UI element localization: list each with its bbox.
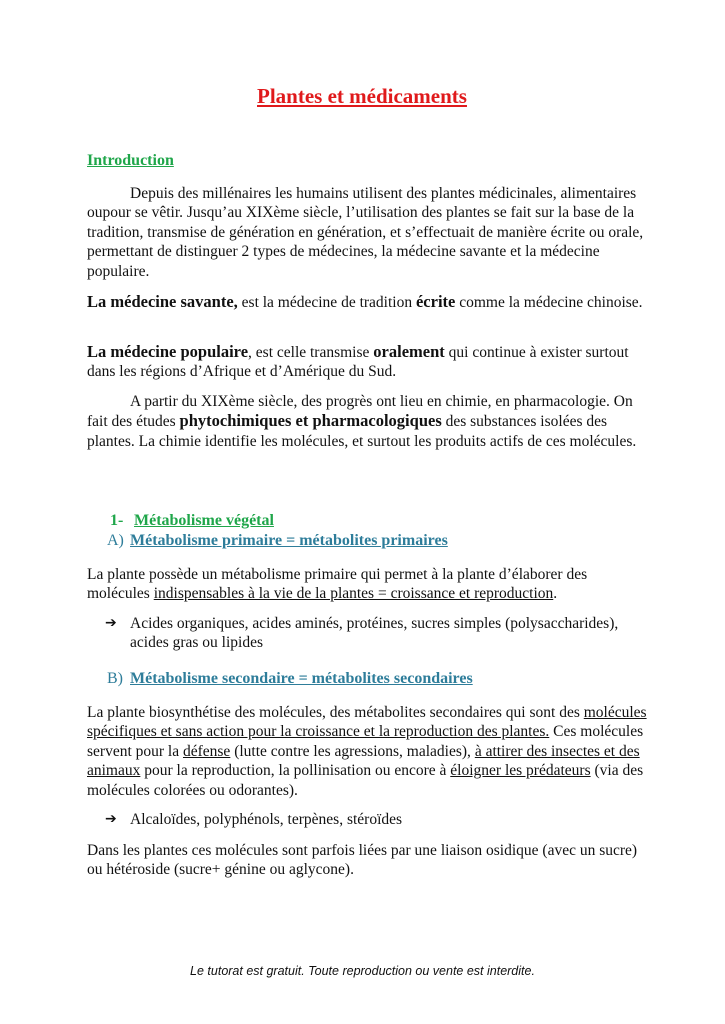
text-run: qui continue à exister surtout dans les régions d’Afrique et d’Amérique du Sud. [87,344,629,381]
section-number: 1- [110,512,124,529]
text-run: pour la reproduction, la pollinisation ou encore à [140,762,451,780]
page-title: Plantes et médicaments [257,84,467,108]
text-run: La plante biosynthétise des molécules, des métabolites secondaires qui sont des [87,704,584,721]
text-run: . [553,585,558,603]
paragraph-primaire [87,565,647,604]
subheading-label: Métabolisme primaire = métabolites primaires [130,532,448,549]
underlined-text: indispensables à la vie de la plantes = croissance et reproduction [153,585,554,603]
underlined-text: molécules spécifiques et sans action pour la croissance et la reproduction des plantes. [87,704,647,741]
intro-paragraph-1: Depuis des millénaires les humains utilisent des plantes médicinales, alimentaires oupour se vêtir. Jusqu’au XIXème siècle, l’utilisation des plantes se fait sur la base de la tradition, transmise de génération en génération, et s’effectuait de manière écrite ou orale, permettant de distinguer 2 types de médecines, la médecine savante et la médecine populaire. [87,185,644,280]
text-run: (via des molécules colorées ou odorantes). [87,762,644,799]
underlined-text: éloigner les prédateurs [450,762,591,780]
bullet-secondaire [105,810,645,829]
text-run: comme la médecine chinoise. [455,294,643,311]
underlined-text: à attirer des insectes et des animaux [87,742,640,780]
bullet-text: Alcaloïdes, polyphénols, terpènes, stéroïdes [130,811,403,828]
text-run: , est celle transmise [248,344,374,361]
underlined-text: défense [182,742,231,760]
text-run: (lutte contre les agressions, maladies), [230,742,475,760]
intro-paragraph-savante [87,292,647,312]
right-arrow-icon: ➔ [105,615,117,631]
section-heading-introduction: Introduction [87,152,174,169]
page-footer: Le tutorat est gratuit. Toute reproduction ou vente est interdite. [190,964,535,978]
intro-paragraph-progres [87,392,647,451]
bullet-text: Acides organiques, acides aminés, protéines, sucres simples (polysaccharides), acides gras ou lipides [130,615,619,652]
text-run: La plante possède un métabolisme primaire qui permet à la plante d’élaborer des molécules [87,566,588,603]
bold-term: La médecine populaire [87,342,249,361]
subheading-letter: A) [107,532,124,549]
section-heading-metabolisme [110,512,274,530]
paragraph-liaison: Dans les plantes ces molécules sont parfois liées par une liaison osidique (avec un sucre) ou hétéroside (sucre+ génine ou aglycone). [87,842,638,879]
bold-term: écrite [415,292,456,311]
intro-paragraph-populaire [87,342,647,382]
bold-term: phytochimiques et pharmacologiques [179,411,442,431]
subheading-label: Métabolisme secondaire = métabolites secondaires [130,670,473,687]
text-run: des substances isolées des plantes. La chimie identifie les molécules, et surtout les produits actifs de ces molécules. [87,413,637,450]
text-run: A partir du XIXème siècle, des progrès ont lieu en chimie, en pharmacologie. On fait des études [87,393,633,431]
bullet-primaire [105,614,645,653]
right-arrow-icon: ➔ [105,811,117,827]
text-run: Ces molécules servent pour la [87,723,644,760]
bold-term: La médecine savante, [87,292,238,311]
subheading-letter: B) [107,670,123,687]
bold-term: oralement [373,342,445,361]
text-run: est la médecine de tradition [237,294,416,311]
paragraph-secondaire [87,703,647,800]
subheading-primaire [107,532,448,550]
section-label: Métabolisme végétal [134,512,274,529]
subheading-secondaire [107,670,473,688]
